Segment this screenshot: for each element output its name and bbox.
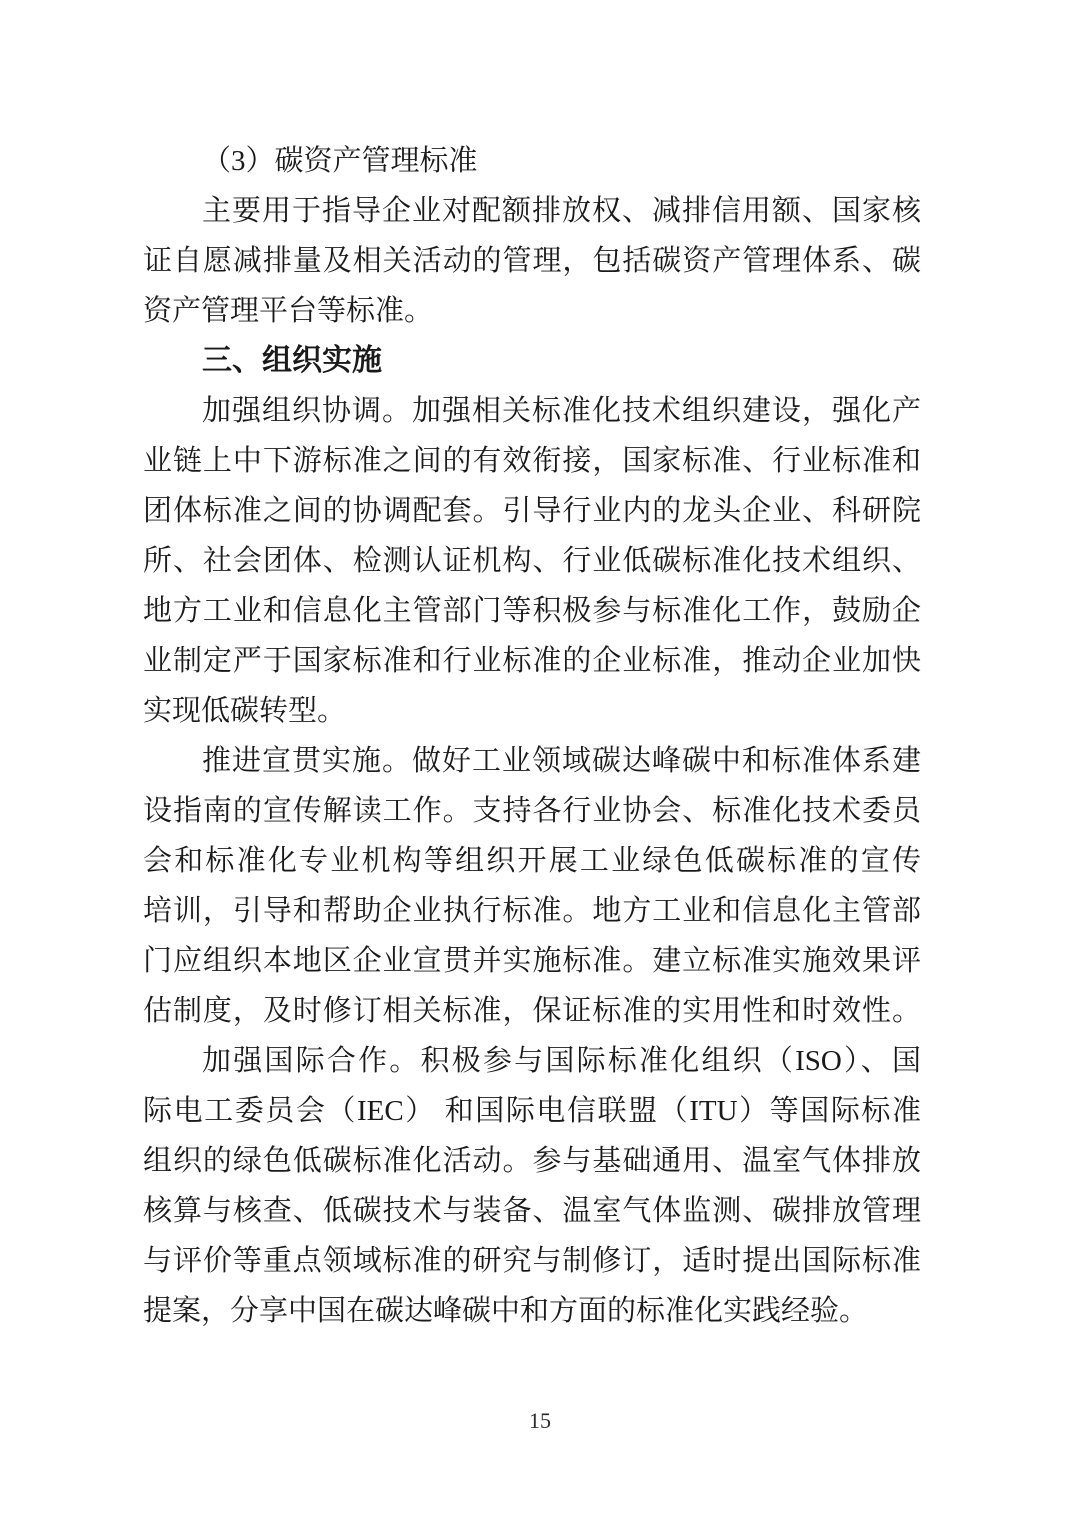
doc-line: 设指南的宣传解读工作。支持各行业协会、标准化技术委员 xyxy=(143,795,921,827)
page-number: 15 xyxy=(529,1408,551,1433)
doc-line: 核算与核查、低碳技术与装备、温室气体监测、碳排放管理 xyxy=(143,1195,921,1227)
doc-line: 会和标准化专业机构等组织开展工业绿色低碳标准的宣传 xyxy=(143,845,921,877)
doc-line: 团体标准之间的协调配套。引导行业内的龙头企业、科研院 xyxy=(143,495,921,527)
doc-line: 加强国际合作。积极参与国际标准化组织（ISO）、国 xyxy=(202,1045,921,1077)
doc-line: 所、社会团体、检测认证机构、行业低碳标准化技术组织、 xyxy=(143,545,921,577)
doc-line: 培训，引导和帮助企业执行标准。地方工业和信息化主管部 xyxy=(143,895,921,927)
doc-line: 与评价等重点领域标准的研究与制修订，适时提出国际标准 xyxy=(143,1245,921,1277)
doc-line: 推进宣贯实施。做好工业领域碳达峰碳中和标准体系建 xyxy=(202,745,921,777)
doc-line: 门应组织本地区企业宣贯并实施标准。建立标准实施效果评 xyxy=(143,945,921,977)
doc-line: 业制定严于国家标准和行业标准的企业标准，推动企业加快 xyxy=(143,645,921,677)
doc-line: 估制度，及时修订相关标准，保证标准的实用性和时效性。 xyxy=(143,995,921,1027)
section-heading: 三、组织实施 xyxy=(202,344,382,377)
doc-line: 加强组织协调。加强相关标准化技术组织建设，强化产 xyxy=(202,395,921,427)
doc-line: 证自愿减排量及相关活动的管理，包括碳资产管理体系、碳 xyxy=(143,245,921,277)
doc-line: 主要用于指导企业对配额排放权、减排信用额、国家核 xyxy=(202,195,921,227)
doc-line: 实现低碳转型。 xyxy=(143,695,347,727)
doc-line: 组织的绿色低碳标准化活动。参与基础通用、温室气体排放 xyxy=(143,1145,921,1177)
document-text xyxy=(143,136,921,1336)
doc-line: 业链上中下游标准之间的有效衔接，国家标准、行业标准和 xyxy=(143,445,921,477)
doc-line: 资产管理平台等标准。 xyxy=(143,295,434,327)
doc-line: 际电工委员会（IEC） 和国际电信联盟（ITU）等国际标准 xyxy=(143,1095,921,1127)
doc-line: 地方工业和信息化主管部门等积极参与标准化工作，鼓励企 xyxy=(143,595,921,627)
subsection-heading: （3）碳资产管理标准 xyxy=(202,145,478,177)
doc-line: 提案，分享中国在碳达峰碳中和方面的标准化实践经验。 xyxy=(143,1295,869,1327)
